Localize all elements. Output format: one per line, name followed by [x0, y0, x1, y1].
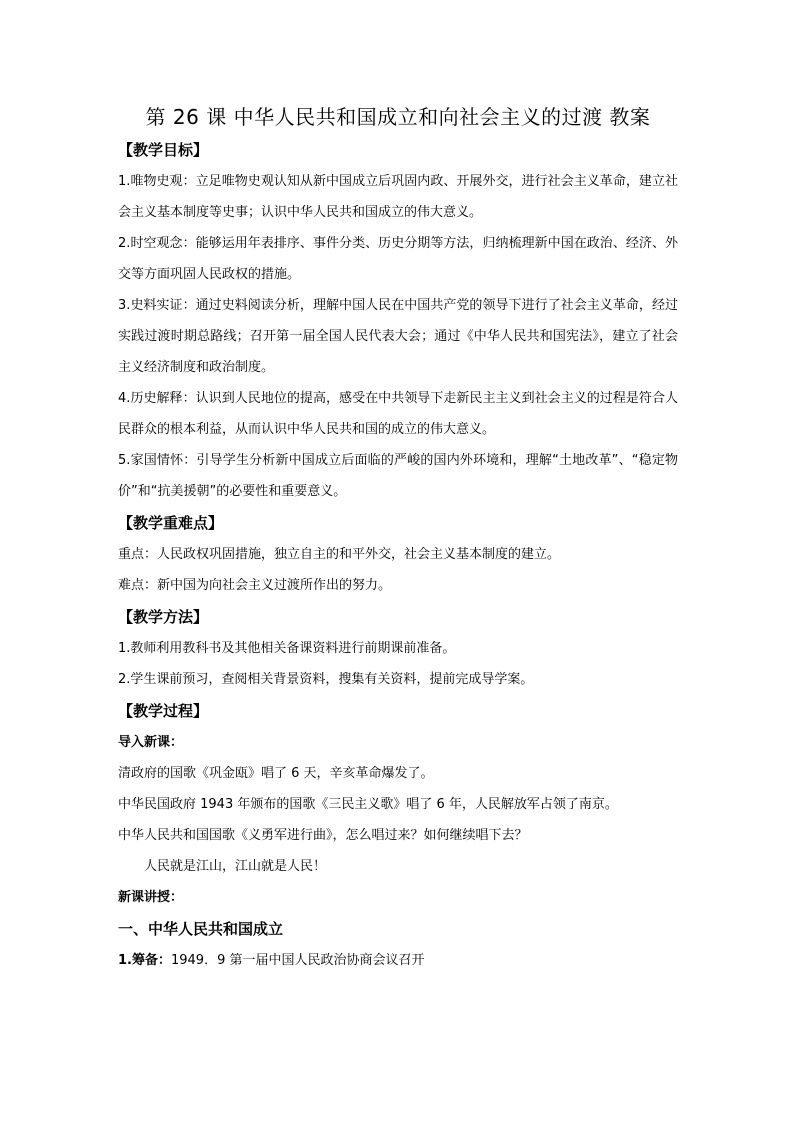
part1-item-text: 1949．9 第一届中国人民政治协商会议召开	[170, 953, 425, 968]
goal-item: 1.唯物史观：立足唯物史观认知从新中国成立后巩固内政、开展外交，进行社会主义革命，建立社会主义基本制度等史事；认识中华人民共和国成立的伟大意义。	[118, 174, 678, 220]
intro-line: 中华民国政府 1943 年颁布的国歌《三民主义歌》唱了 6 年，人民解放军占领了南京。	[118, 797, 618, 812]
document-title: 第 26 课 中华人民共和国成立和向社会主义的过渡 教案	[145, 105, 651, 129]
intro-label: 导入新课：	[118, 735, 184, 750]
section-heading-goals: 【教学目标】	[118, 141, 209, 159]
section-heading-process: 【教学过程】	[118, 702, 209, 720]
document-page	[118, 100, 678, 976]
part1-item	[118, 945, 678, 976]
intro-line: 中华人民共和国国歌《义勇军进行曲》，怎么唱过来？如何继续唱下去？	[118, 828, 528, 843]
key-point-item: 难点：新中国为向社会主义过渡所作出的努力。	[118, 578, 392, 593]
intro-line: 清政府的国歌《巩金瓯》唱了 6 天，辛亥革命爆发了。	[118, 766, 434, 781]
part1-item-label: 1.筹备：	[118, 953, 171, 968]
section-heading-methods: 【教学方法】	[118, 608, 209, 626]
method-item: 2.学生课前预习，查阅相关背景资料，搜集有关资料，提前完成导学案。	[118, 672, 534, 687]
goal-item: 2.时空观念：能够运用年表排序、事件分类、历史分期等方法，归纳梳理新中国在政治、经济、外交等方面巩固人民政权的措施。	[118, 236, 678, 282]
section-heading-key-points: 【教学重难点】	[118, 514, 224, 532]
goal-item: 4.历史解释：认识到人民地位的提高，感受在中共领导下走新民主主义到社会主义的过程是符合人民群众的根本利益，从而认识中华人民共和国的成立的伟大意义。	[118, 391, 678, 437]
goal-item: 5.家国情怀：引导学生分析新中国成立后面临的严峻的国内外环境和，理解“土地改革”、“稳定物价”和“抗美援朝”的必要性和重要意义。	[118, 453, 678, 499]
part1-heading: 一、中华人民共和国成立	[118, 920, 284, 938]
goal-item: 3.史料实证：通过史料阅读分析，理解中国人民在中国共产党的领导下进行了社会主义革命，经过实践过渡时期总路线；召开第一届全国人民代表大会；通过《中华人民共和国宪法》，建立了社会主义经济制度和政治制度。	[118, 298, 678, 375]
intro-line: 人民就是江山，江山就是人民！	[144, 859, 327, 874]
key-point-item: 重点：人民政权巩固措施，独立自主的和平外交，社会主义基本制度的建立。	[118, 547, 561, 562]
new-lesson-label: 新课讲授：	[118, 890, 184, 905]
method-item: 1.教师利用教科书及其他相关备课资料进行前期课前准备。	[118, 641, 456, 656]
